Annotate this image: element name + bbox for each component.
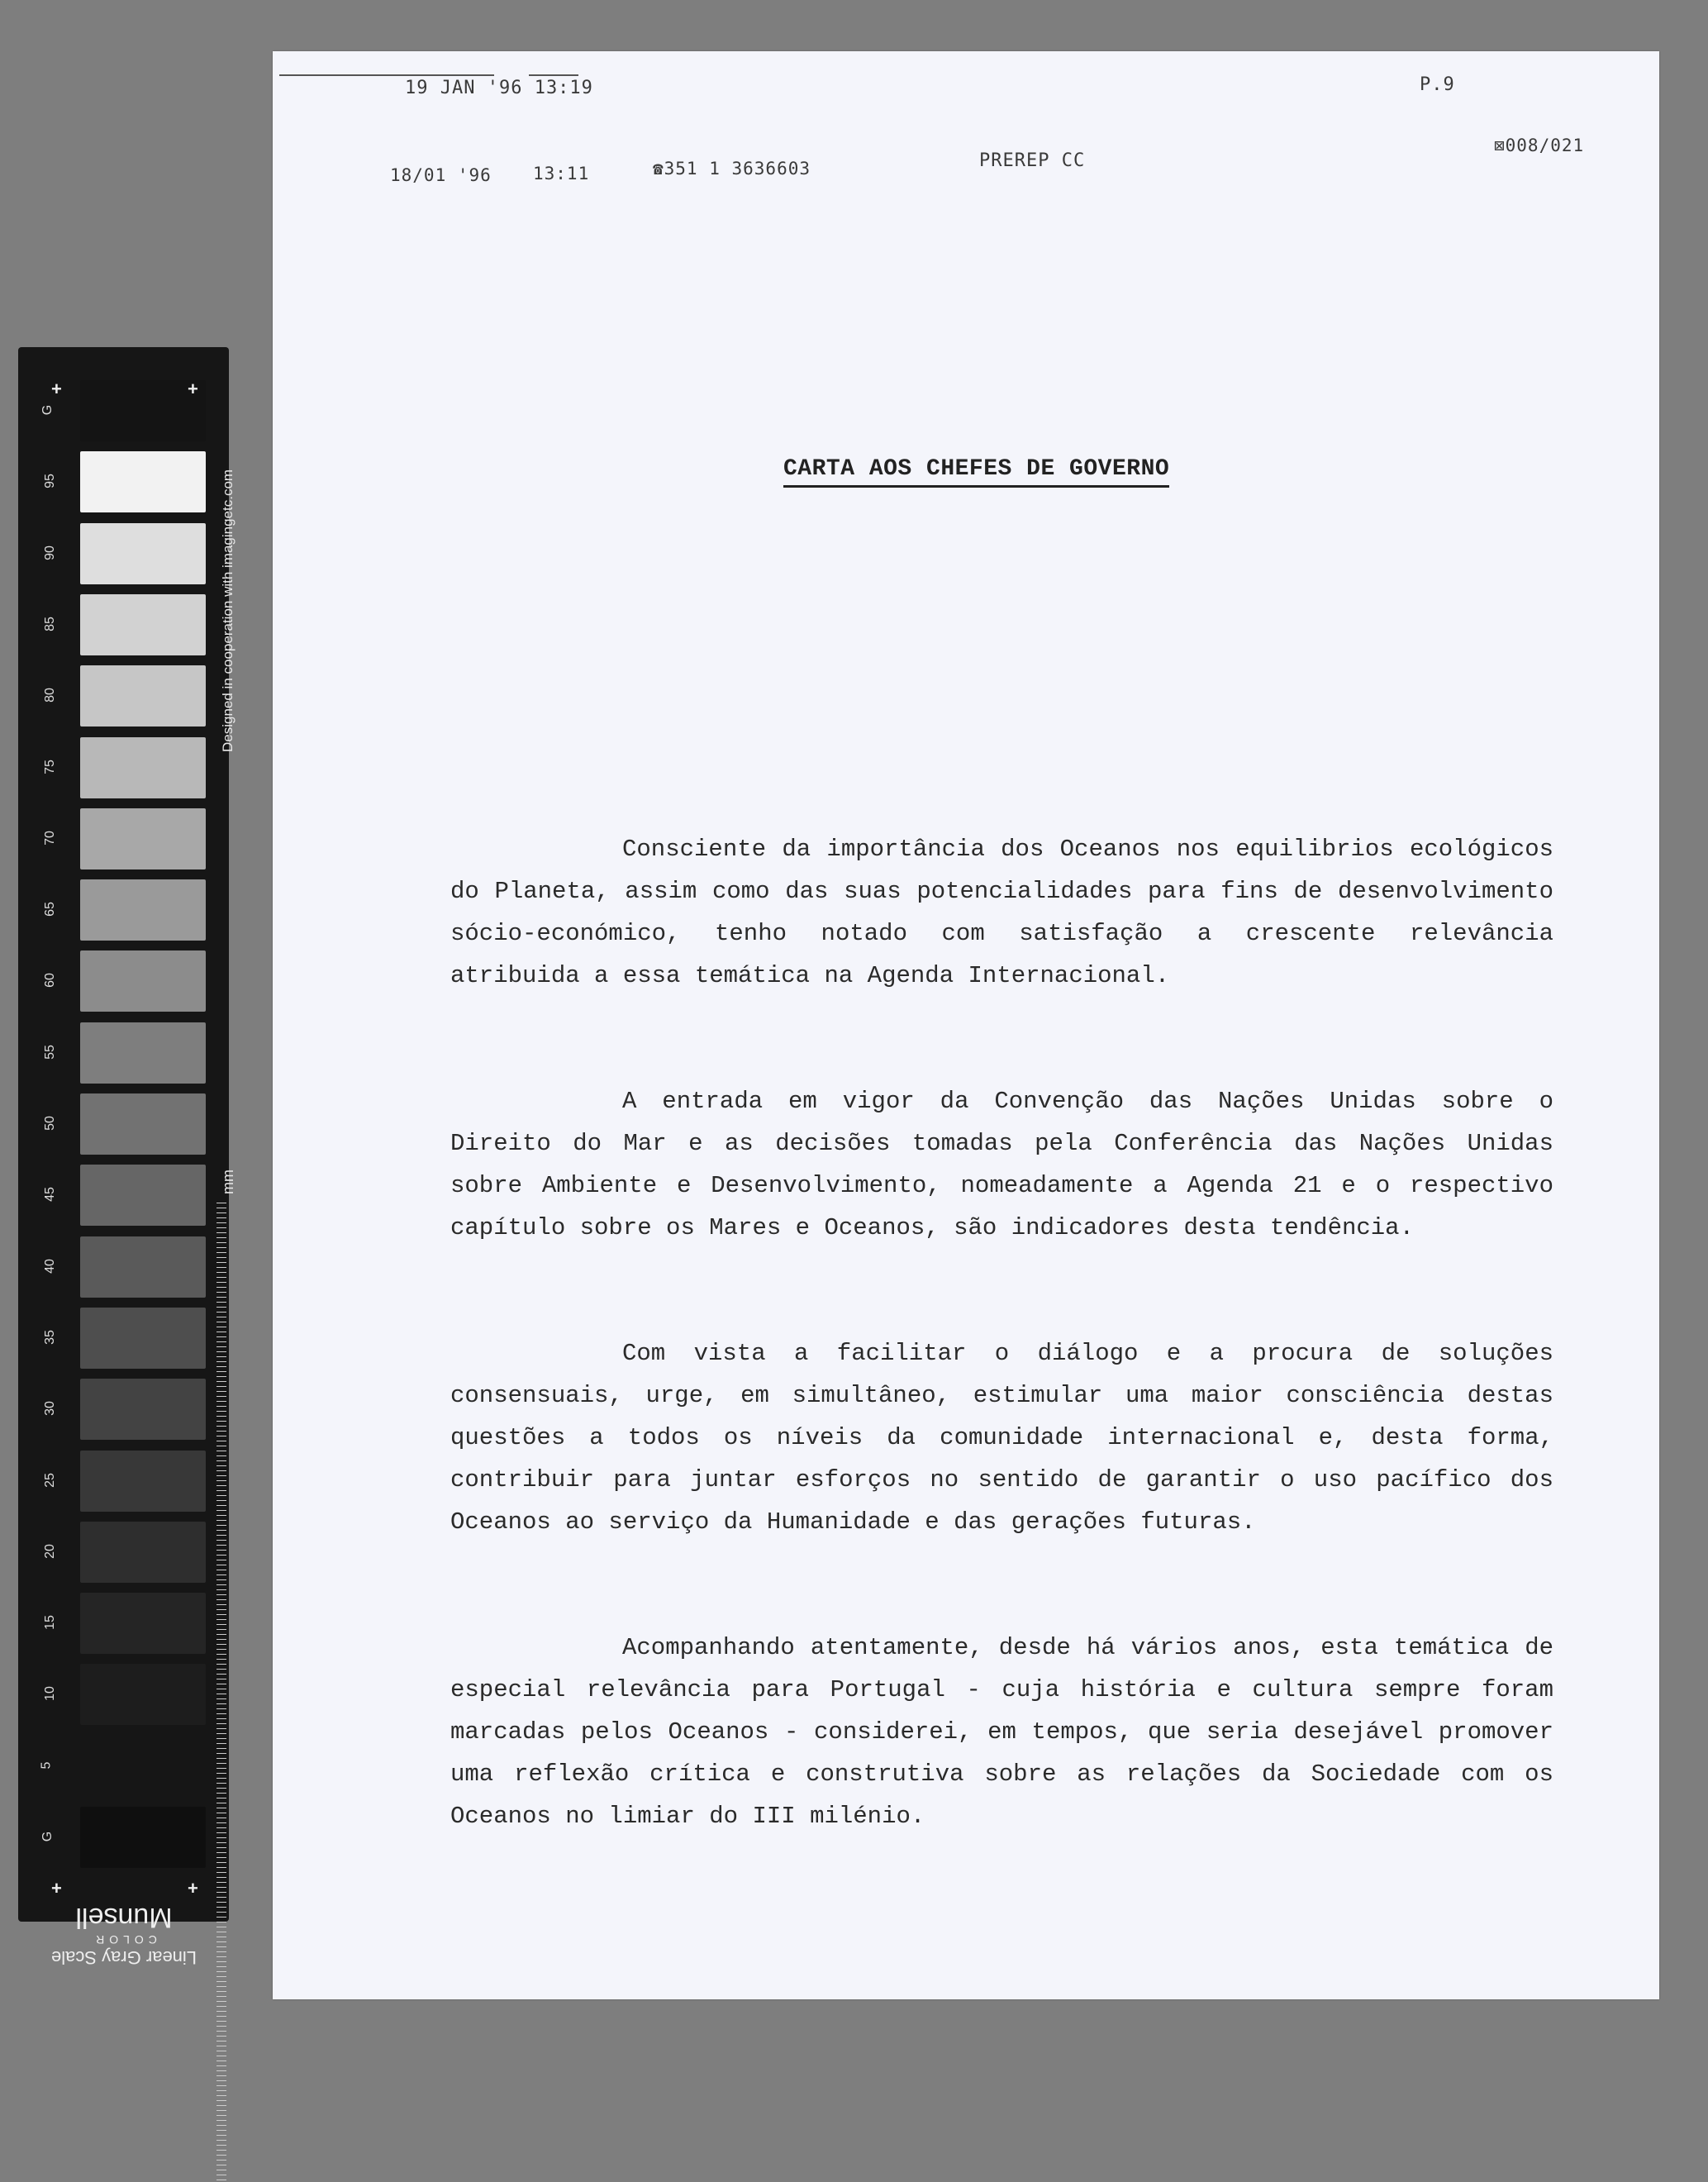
gray-swatch-label: 40 (42, 1258, 57, 1274)
gray-swatch-label: 10 (42, 1686, 57, 1702)
gray-swatch (80, 950, 206, 1012)
fax-datetime-line1: 19 JAN '96 13:19 (405, 78, 593, 98)
gray-swatch (80, 879, 206, 941)
paragraph-1: Consciente da importância dos Oceanos nos equilibrios ecológicos do Planeta, assim como das suas potencialidades para fins de desenvolvimento sócio-económico, tenho notado com satisfação a crescente relevância atribuida a essa temática na Agenda Internacional. (450, 836, 1553, 989)
gray-swatch (80, 1093, 206, 1155)
gray-swatch-label: G (40, 1831, 55, 1842)
paragraph-2: A entrada em vigor da Convenção das Nações Unidas sobre o Direito do Mar e as decisões tomadas pela Conferência das Nações Unidas sobre Ambiente e Desenvolvimento, nomeadamente a Agenda 21 e o respectivo capítulo sobre os Mares e Oceanos, são indicadores desta tendência. (450, 1088, 1553, 1241)
scale-name: Linear Gray Scale (50, 1947, 197, 1968)
gray-swatch-label: 75 (42, 759, 57, 774)
fax-date-line2: 18/01 '96 (390, 165, 492, 185)
gray-swatch (80, 1022, 206, 1084)
fax-header-rule (279, 74, 494, 76)
gray-swatch-label: 15 (42, 1615, 57, 1630)
gray-swatch-label: 50 (42, 1116, 57, 1131)
gray-swatch-label: 25 (42, 1472, 57, 1488)
gray-swatch-label: 20 (42, 1543, 57, 1559)
gray-swatch-label: G (40, 404, 55, 416)
gray-swatch-label: 60 (42, 973, 57, 989)
gray-swatch (80, 594, 206, 655)
gray-swatch-label: 5 (39, 1761, 54, 1770)
gray-swatch (80, 523, 206, 584)
gray-swatch-label: 45 (42, 1187, 57, 1203)
gray-swatch (80, 451, 206, 512)
card-side-text: Designed in cooperation with imagingetc.com (220, 469, 236, 752)
brand-small: COLOR (91, 1933, 157, 1946)
document-title: CARTA AOS CHEFES DE GOVERNO (783, 456, 1169, 488)
gray-swatch-label: 55 (42, 1044, 57, 1060)
gray-swatch (80, 1165, 206, 1226)
registration-mark: + (51, 1878, 62, 1899)
gray-swatch (80, 1593, 206, 1654)
gray-swatch-label: 35 (42, 1329, 57, 1345)
gray-swatch (80, 1236, 206, 1298)
gray-swatch-label: 85 (42, 616, 57, 631)
gray-swatch (80, 1522, 206, 1583)
gray-swatch (80, 1664, 206, 1725)
gray-swatch-label: 65 (42, 902, 57, 917)
munsell-brand (41, 1901, 207, 1968)
gray-swatch (80, 808, 206, 869)
gray-swatch (80, 665, 206, 727)
gray-swatch-label: 80 (42, 688, 57, 703)
ruler-unit-label: mm (220, 1170, 236, 1194)
fax-pages-count: ⊠008/021 (1494, 136, 1585, 155)
fax-time-line2: 13:11 (533, 164, 590, 183)
brand-name: Munsell (75, 1902, 173, 1933)
gray-swatch-label: 70 (42, 830, 57, 846)
mm-ruler (216, 1203, 226, 2182)
paragraph-4: Acompanhando atentamente, desde há vários anos, esta temática de especial relevância para Portugal - cuja história e cultura sempre foram marcadas pelos Oceanos - considerei, em tempos, que seria desejável promover uma reflexão crítica e construtiva sobre as relações da Sociedade com os Oceanos no limiar do III milénio. (450, 1634, 1553, 1830)
paragraph-3: Com vista a facilitar o diálogo e a procura de soluções consensuais, urge, em simultâneo, estimular uma maior consciência destas questões a todos os níveis da comunidade internacional e, desta forma, contribuir para juntar esforços no sentido de garantir o uso pacífico dos Oceanos ao serviço da Humanidade e das gerações futuras. (450, 1340, 1553, 1536)
fax-page-number: P.9 (1420, 74, 1455, 95)
fax-sender: PREREP CC (979, 150, 1086, 171)
gray-scale-card (18, 347, 236, 1922)
fax-phone: ☎351 1 3636603 (653, 159, 811, 179)
gray-swatch (80, 737, 206, 798)
gray-swatch (80, 1736, 206, 1797)
gray-swatch-label: 30 (42, 1401, 57, 1417)
registration-mark: + (51, 379, 62, 399)
gray-swatch (80, 1807, 206, 1868)
gray-swatch-label: 95 (42, 474, 57, 489)
fax-header-rule (529, 74, 578, 76)
registration-mark: + (188, 379, 198, 399)
registration-mark: + (188, 1878, 198, 1899)
gray-swatch (80, 1451, 206, 1512)
gray-swatch (80, 1379, 206, 1440)
gray-swatch-label: 90 (42, 545, 57, 560)
gray-swatch (80, 1308, 206, 1369)
